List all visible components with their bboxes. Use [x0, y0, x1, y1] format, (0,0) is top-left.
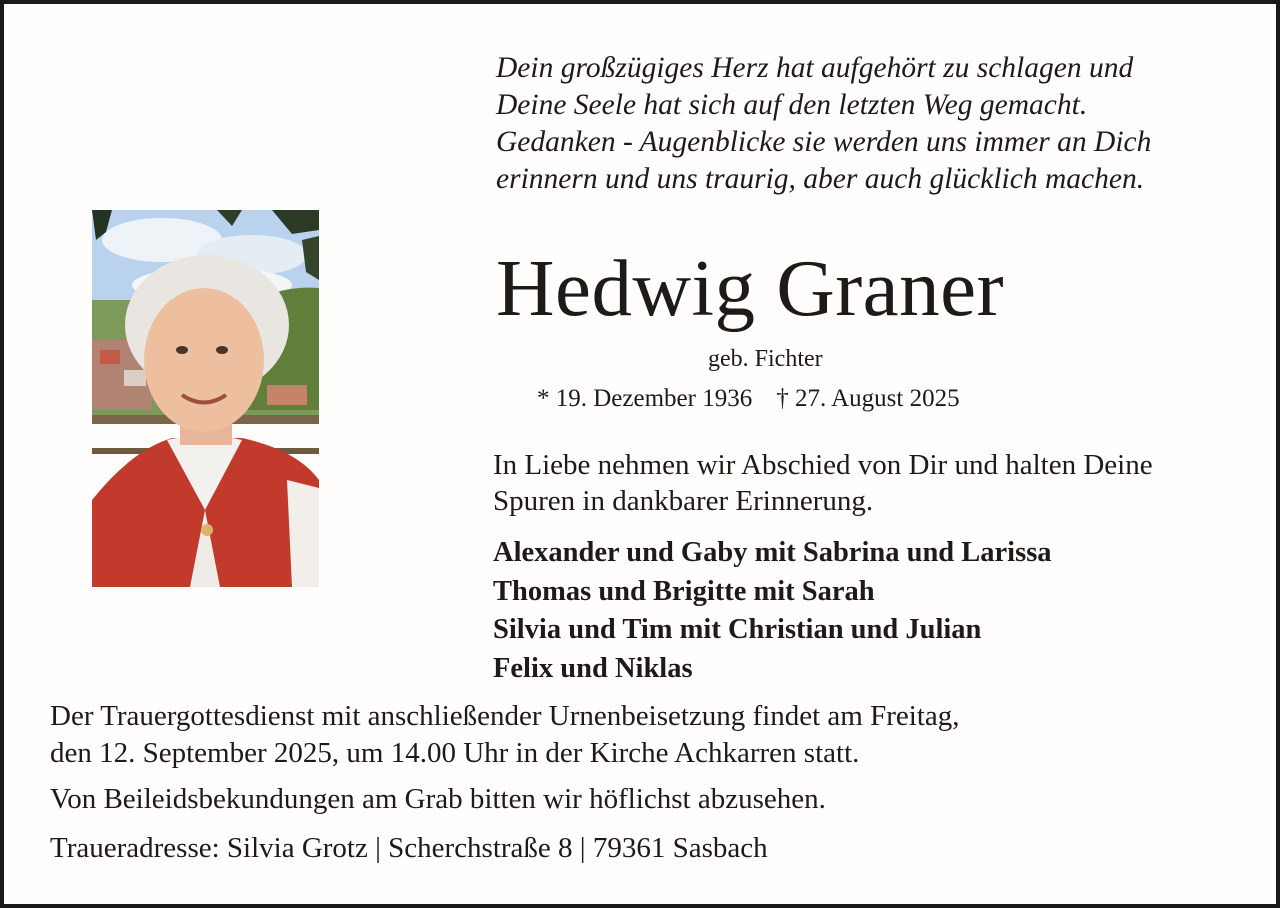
family-list — [493, 534, 1052, 688]
family-line: Felix und Niklas — [493, 652, 693, 684]
farewell-line: In Liebe nehmen wir Abschied von Dir und halten Deine — [493, 449, 1153, 481]
life-dates — [537, 383, 960, 415]
verse-line: Deine Seele hat sich auf den letzten Weg gemacht. — [496, 89, 1088, 121]
farewell-text — [493, 447, 1153, 519]
verse-line: erinnern und uns traurig, aber auch glücklich machen. — [496, 163, 1145, 195]
death-date: † 27. August 2025 — [776, 385, 960, 412]
family-line: Alexander und Gaby mit Sabrina und Larissa — [493, 537, 1052, 568]
maiden-name: geb. Fichter — [708, 346, 823, 372]
farewell-line: Spuren in dankbarer Erinnerung. — [493, 485, 874, 517]
condolence-note: Von Beileidsbekundungen am Grab bitten wir höflichst abzusehen. — [50, 783, 826, 815]
family-line: Thomas und Brigitte mit Sarah — [493, 575, 875, 607]
portrait-photo — [92, 210, 319, 587]
service-line: Der Trauergottesdienst mit anschließender Urnenbeisetzung findet am Freitag, — [50, 700, 960, 732]
service-info — [50, 698, 960, 772]
mourning-address: Traueradresse: Silvia Grotz | Scherchstraße 8 | 79361 Sasbach — [50, 832, 768, 864]
birth-date: * 19. Dezember 1936 — [537, 385, 753, 412]
deceased-name: Hedwig Graner — [496, 243, 1005, 333]
family-line: Silvia und Tim mit Christian und Julian — [493, 614, 982, 645]
service-line: den 12. September 2025, um 14.00 Uhr in der Kirche Achkarren statt. — [50, 737, 860, 769]
verse-line: Gedanken - Augenblicke sie werden uns immer an Dich — [496, 126, 1152, 158]
verse-line: Dein großzügiges Herz hat aufgehört zu schlagen und — [496, 52, 1134, 84]
memorial-verse — [496, 50, 1151, 198]
